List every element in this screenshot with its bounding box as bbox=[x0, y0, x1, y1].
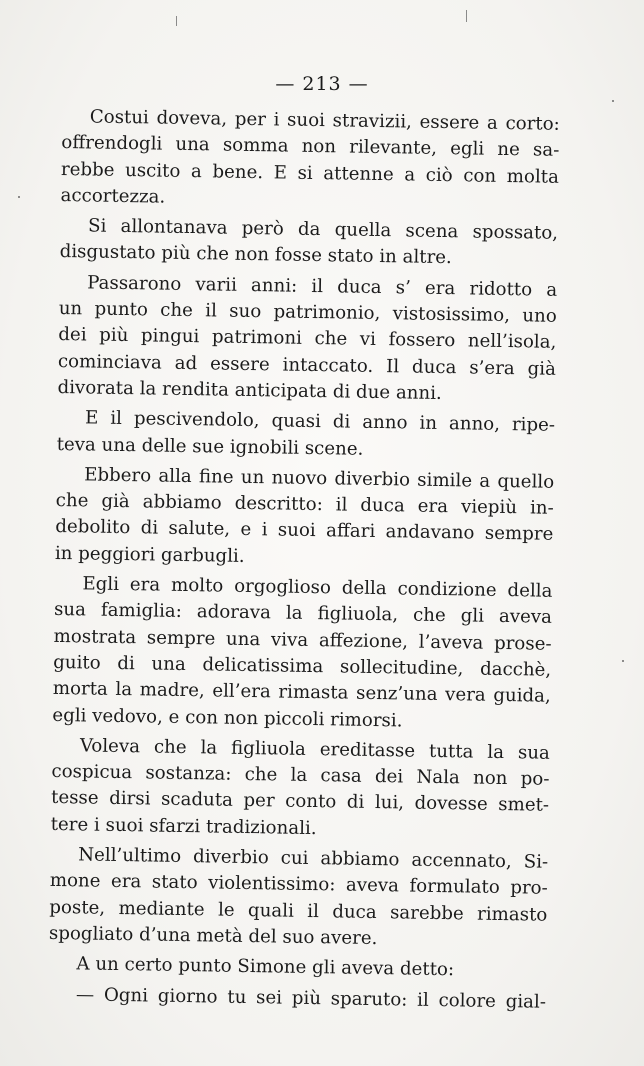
text-line: cospicua sostanza: che la casa dei Nala non po- bbox=[51, 761, 550, 790]
text-line: egli vedovo, e con non piccoli rimorsi. bbox=[52, 704, 403, 731]
text-line: Egli era molto orgoglioso della condizione della bbox=[82, 573, 553, 602]
scan-speck bbox=[176, 16, 177, 26]
body-text bbox=[48, 104, 560, 1016]
paragraph-1 bbox=[60, 104, 560, 217]
text-line: Si allontanava però da quella scena spossato, bbox=[87, 215, 559, 244]
text-line: — Ogni giorno tu sei più sparuto: il colore gial- bbox=[75, 983, 547, 1013]
text-line: tere i suoi sfarzi tradizionali. bbox=[50, 813, 317, 839]
text-line: sua famiglia: adorava la figliuola, che gli aveva bbox=[53, 599, 553, 629]
text-line: offrendogli una somma non rilevante, egli ne sa- bbox=[61, 132, 560, 162]
scan-speck bbox=[466, 10, 467, 22]
paragraph-2 bbox=[59, 213, 558, 273]
text-line: poste, mediante le quali il duca sarebbe rimasto bbox=[49, 896, 548, 926]
paragraph-4 bbox=[56, 405, 555, 465]
paragraph-7 bbox=[50, 733, 550, 846]
paragraph-6 bbox=[52, 571, 552, 737]
text-line: Passarono varii anni: il duca s’ era ridotto a bbox=[87, 272, 558, 301]
text-line: debolito di salute, e i suoi affari andavano sempre bbox=[55, 516, 554, 546]
text-line: E il pescivendolo, quasi di anno in anno, ripe- bbox=[84, 407, 556, 437]
scan-speck bbox=[612, 100, 614, 102]
scan-speck bbox=[622, 660, 624, 662]
text-line: dei più pingui patrimoni che vi fossero nell’isola, bbox=[58, 324, 557, 354]
paragraph-8 bbox=[49, 842, 549, 955]
text-line: Ebbero alla fine un nuovo diverbio simile a quello bbox=[84, 464, 555, 493]
text-line: rebbe uscito a bene. E si attenne a ciò con molta bbox=[60, 158, 560, 188]
text-line: Nell’ultimo diverbio cui abbiamo accennato, Si- bbox=[78, 844, 549, 873]
text-line: cominciava ad essere intaccato. Il duca s’era già bbox=[57, 350, 557, 380]
text-line: in peggiori garbugli. bbox=[54, 542, 245, 567]
text-line: mone era stato violentissimo: aveva formulato pro- bbox=[49, 870, 548, 900]
text-line: morta la madre, ell’era rimasta senz’una vera guida, bbox=[52, 678, 551, 707]
text-line: disgustato più che non fosse stato in altre. bbox=[59, 241, 452, 269]
text-line: un punto che il suo patrimonio, vistosissimo, uno bbox=[58, 298, 557, 327]
text-line: Voleva che la figliuola ereditasse tutta la sua bbox=[79, 735, 551, 764]
text-line: A un certo punto Simone gli aveva detto: bbox=[76, 953, 455, 981]
paragraph-3 bbox=[57, 270, 557, 409]
scan-speck bbox=[18, 196, 20, 198]
text-line: che già abbiamo descritto: il duca era viepiù in- bbox=[55, 490, 554, 519]
text-line: Costui doveva, per i suoi stravizii, essere a corto: bbox=[89, 106, 560, 135]
text-line: tesse dirsi scaduta per conto di lui, dovesse smet- bbox=[50, 787, 550, 817]
text-line: teva una delle sue ignobili scene. bbox=[56, 433, 364, 460]
page-number: — 213 — bbox=[275, 73, 369, 95]
paragraph-9 bbox=[48, 951, 546, 985]
text-line: guito di una delicatissima sollecitudine, dacchè, bbox=[53, 651, 552, 681]
text-line: mostrata sempre una viva affezione, l’aveva prose- bbox=[53, 625, 552, 655]
text-line: divorata la rendita anticipata di due anni. bbox=[57, 376, 442, 404]
text-line: spogliato d’una metà del suo avere. bbox=[48, 922, 378, 949]
paragraph-5 bbox=[55, 462, 555, 575]
paragraph-10 bbox=[48, 981, 546, 1015]
text-line: accortezza. bbox=[60, 184, 166, 208]
